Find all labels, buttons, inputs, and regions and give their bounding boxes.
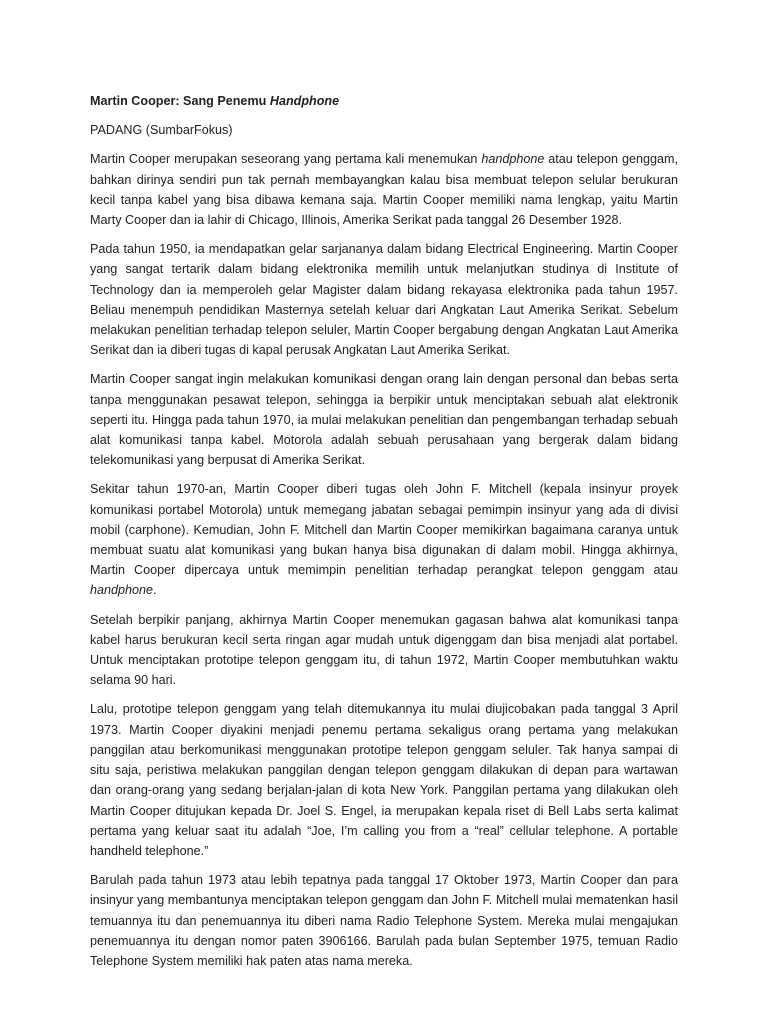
dateline: PADANG (SumbarFokus)	[90, 123, 233, 138]
paragraph-4-part-a: Sekitar tahun 1970-an, Martin Cooper diberi tugas oleh John F. Mitchell (kepala insinyur proyek komunikasi portabel Motorola) untuk memegang jabatan sebagai pemimpin insinyur yang ada di divisi mobil (carphone). Kemudian, John F. Mitchell dan Martin Cooper memikirkan bagaimana caranya untuk membuat suatu alat komunikasi yang bukan hanya bisa digunakan di dalam mobil. Hingga akhirnya, Martin Cooper dipercaya untuk memimpin penelitian terhadap perangkat telepon genggam atau	[90, 482, 678, 578]
article-body	[90, 91, 678, 980]
paragraph-4	[90, 479, 678, 600]
paragraph-6: Lalu, prototipe telepon genggam yang telah ditemukannya itu mulai diujicobakan pada tanggal 3 April 1973. Martin Cooper diyakini menjadi penemu pertama sekaligus orang pertama yang melakukan panggilan atau berkomunikasi menggunakan prototipe telepon genggam seluler. Tak hanya sampai di situ saja, peristiwa melakukan panggilan dengan telepon genggam dilakukan di depan para wartawan dan orang-orang yang sedang berjalan-jalan di kota New York. Panggilan pertama yang dilakukan oleh Martin Cooper ditujukan kepada Dr. Joel S. Engel, ia merupakan kepala riset di Bell Labs serta kalimat pertama yang keluar saat itu adalah “Joe, I’m calling you from a “real” cellular telephone. A portable handheld telephone.”	[90, 702, 678, 858]
paragraph-1-part-a: Martin Cooper merupakan seseorang yang pertama kali menemukan	[90, 152, 482, 167]
paragraph-1	[90, 149, 678, 230]
paragraph-1-part-b: atau telepon genggam, bahkan dirinya sendiri pun tak pernah membayangkan kalau bisa membuat telepon selular berukuran kecil tanpa kabel yang bisa dibawa kemana saja. Martin Cooper memiliki nama lengkap, yaitu Martin Marty Cooper dan ia lahir di Chicago, Illinois, Amerika Serikat pada tanggal 26 Desember 1928.	[90, 152, 679, 228]
paragraph-3: Martin Cooper sangat ingin melakukan komunikasi dengan orang lain dengan personal dan bebas serta tanpa menggunakan pesawat telepon, sehingga ia berpikir untuk menciptakan sebuah alat elektronik seperti itu. Hingga pada tahun 1970, ia mulai melakukan penelitian dan pengembangan terhadap sebuah alat komunikasi tanpa kabel. Motorola adalah sebuah perusahaan yang bergerak dalam bidang telekomunikasi yang berpusat di Amerika Serikat.	[90, 372, 678, 468]
title-text: Martin Cooper: Sang Penemu	[90, 94, 270, 108]
article-title	[90, 91, 678, 111]
paragraph-1-italic: handphone	[481, 152, 545, 167]
paragraph-5: Setelah berpikir panjang, akhirnya Martin Cooper menemukan gagasan bahwa alat komunikasi tanpa kabel harus berukuran kecil serta ringan agar mudah untuk digenggam dan bisa menjadi alat portabel. Untuk menciptakan prototipe telepon genggam itu, di tahun 1972, Martin Cooper membutuhkan waktu selama 90 hari.	[90, 612, 678, 688]
paragraph-2: Pada tahun 1950, ia mendapatkan gelar sarjananya dalam bidang Electrical Engineering. Martin Cooper yang sangat tertarik dalam bidang elektronika memilih untuk melanjutkan studinya di Institute of Technology dan ia memperoleh gelar Magister dalam bidang rekayasa elektronika pada tahun 1957. Beliau menempuh pendidikan Masternya setelah keluar dari Angkatan Laut Amerika Serikat. Sebelum melakukan penelitian terhadap telepon seluler, Martin Cooper bergabung dengan Angkatan Laut Amerika Serikat dan ia diberi tugas di kapal perusak Angkatan Laut Amerika Serikat.	[90, 242, 678, 358]
paragraph-7: Barulah pada tahun 1973 atau lebih tepatnya pada tanggal 17 Oktober 1973, Martin Cooper dan para insinyur yang membantunya menciptakan telepon genggam dan John F. Mitchell mulai mematenkan hasil temuannya itu dan penemuannya itu diberi nama Radio Telephone System. Mereka mulai mengajukan penemuannya itu dengan nomor paten 3906166. Barulah pada bulan September 1975, temuan Radio Telephone System memiliki hak paten atas nama mereka.	[90, 873, 678, 968]
title-italic-text: Handphone	[269, 94, 340, 108]
paragraph-4-part-b: .	[153, 583, 157, 598]
paragraph-4-italic: handphone	[90, 583, 154, 598]
